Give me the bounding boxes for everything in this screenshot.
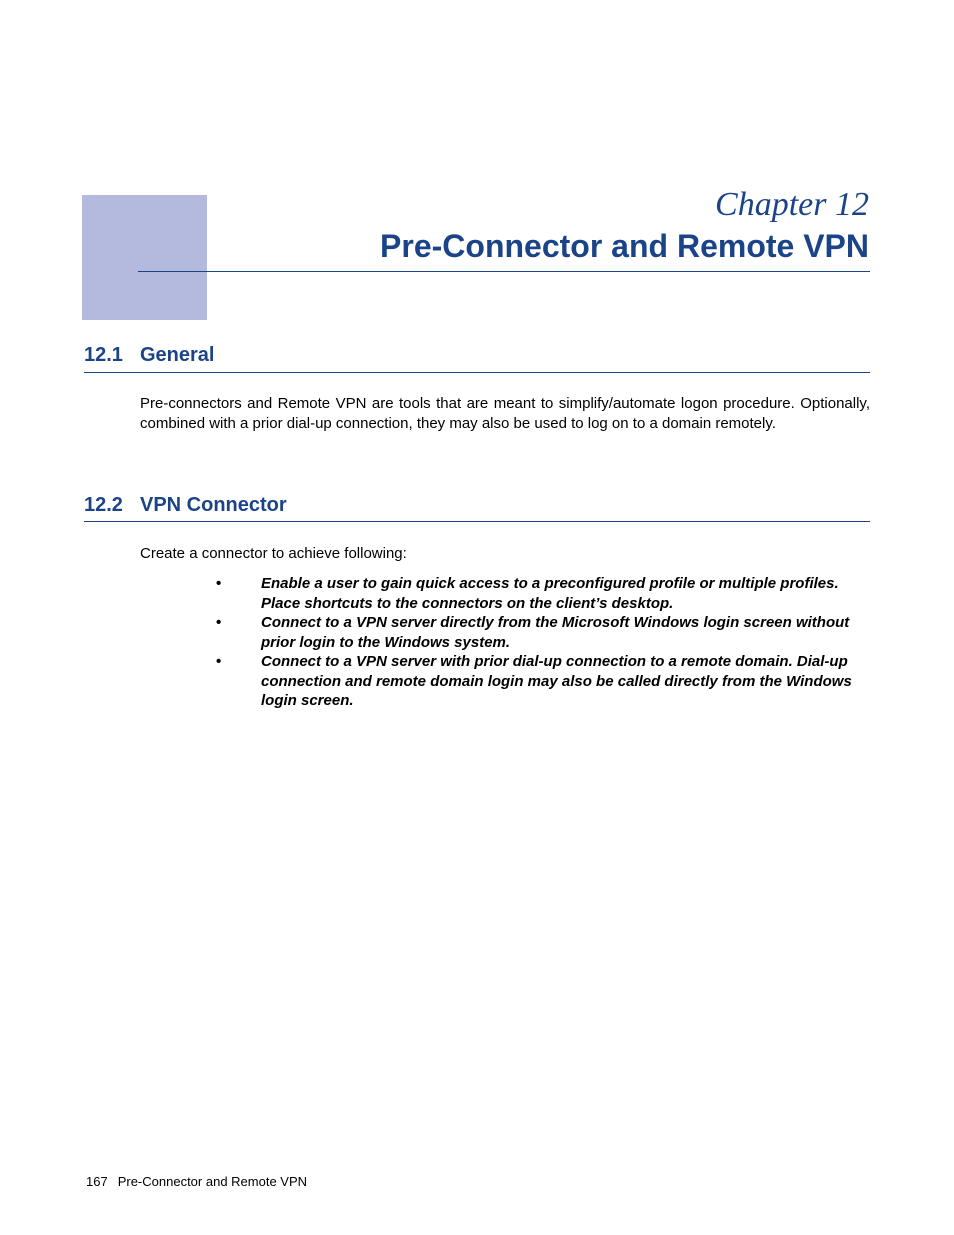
page-number: 167	[86, 1174, 108, 1189]
section-number: 12.2	[84, 494, 123, 516]
list-item-text: Connect to a VPN server directly from the Microsoft Windows login screen without prior login to the Windows system.	[261, 614, 850, 651]
running-title: Pre-Connector and Remote VPN	[117, 1174, 308, 1189]
vpn-connector-intro: Create a connector to achieve following:	[140, 545, 407, 562]
section-heading-general	[84, 342, 214, 368]
chapter-title-rule	[138, 271, 870, 272]
general-paragraph: Pre-connectors and Remote VPN are tools that are meant to simplify/automate logon procedure. Optionally, combined with a prior dial-up connection, they may also be used to log on to a domain remotely.	[140, 395, 870, 432]
section-number: 12.1	[84, 344, 123, 366]
bullet-icon: •	[216, 653, 222, 670]
vpn-connector-bullet-list	[214, 574, 874, 711]
list-item	[214, 574, 874, 613]
chapter-title: Pre-Connector and Remote VPN	[380, 228, 869, 264]
list-item-text: Connect to a VPN server with prior dial-up connection to a remote domain. Dial-up connection and remote domain login may also be called directly from the Windows login screen.	[261, 653, 852, 709]
section-title: VPN Connector	[140, 494, 287, 516]
section-title: General	[140, 344, 215, 366]
section-rule	[84, 372, 870, 373]
chapter-label: Chapter 12	[715, 186, 869, 223]
list-item	[214, 613, 874, 652]
chapter-decoration-block	[82, 195, 207, 320]
section-heading-vpn-connector	[84, 492, 287, 518]
list-item-text: Enable a user to gain quick access to a preconfigured profile or multiple profiles. Place shortcuts to the connectors on the client’s desktop.	[261, 575, 839, 612]
page-footer	[86, 1173, 307, 1191]
bullet-icon: •	[216, 575, 222, 592]
section-rule	[84, 521, 870, 522]
list-item	[214, 652, 874, 711]
bullet-icon: •	[216, 614, 222, 631]
